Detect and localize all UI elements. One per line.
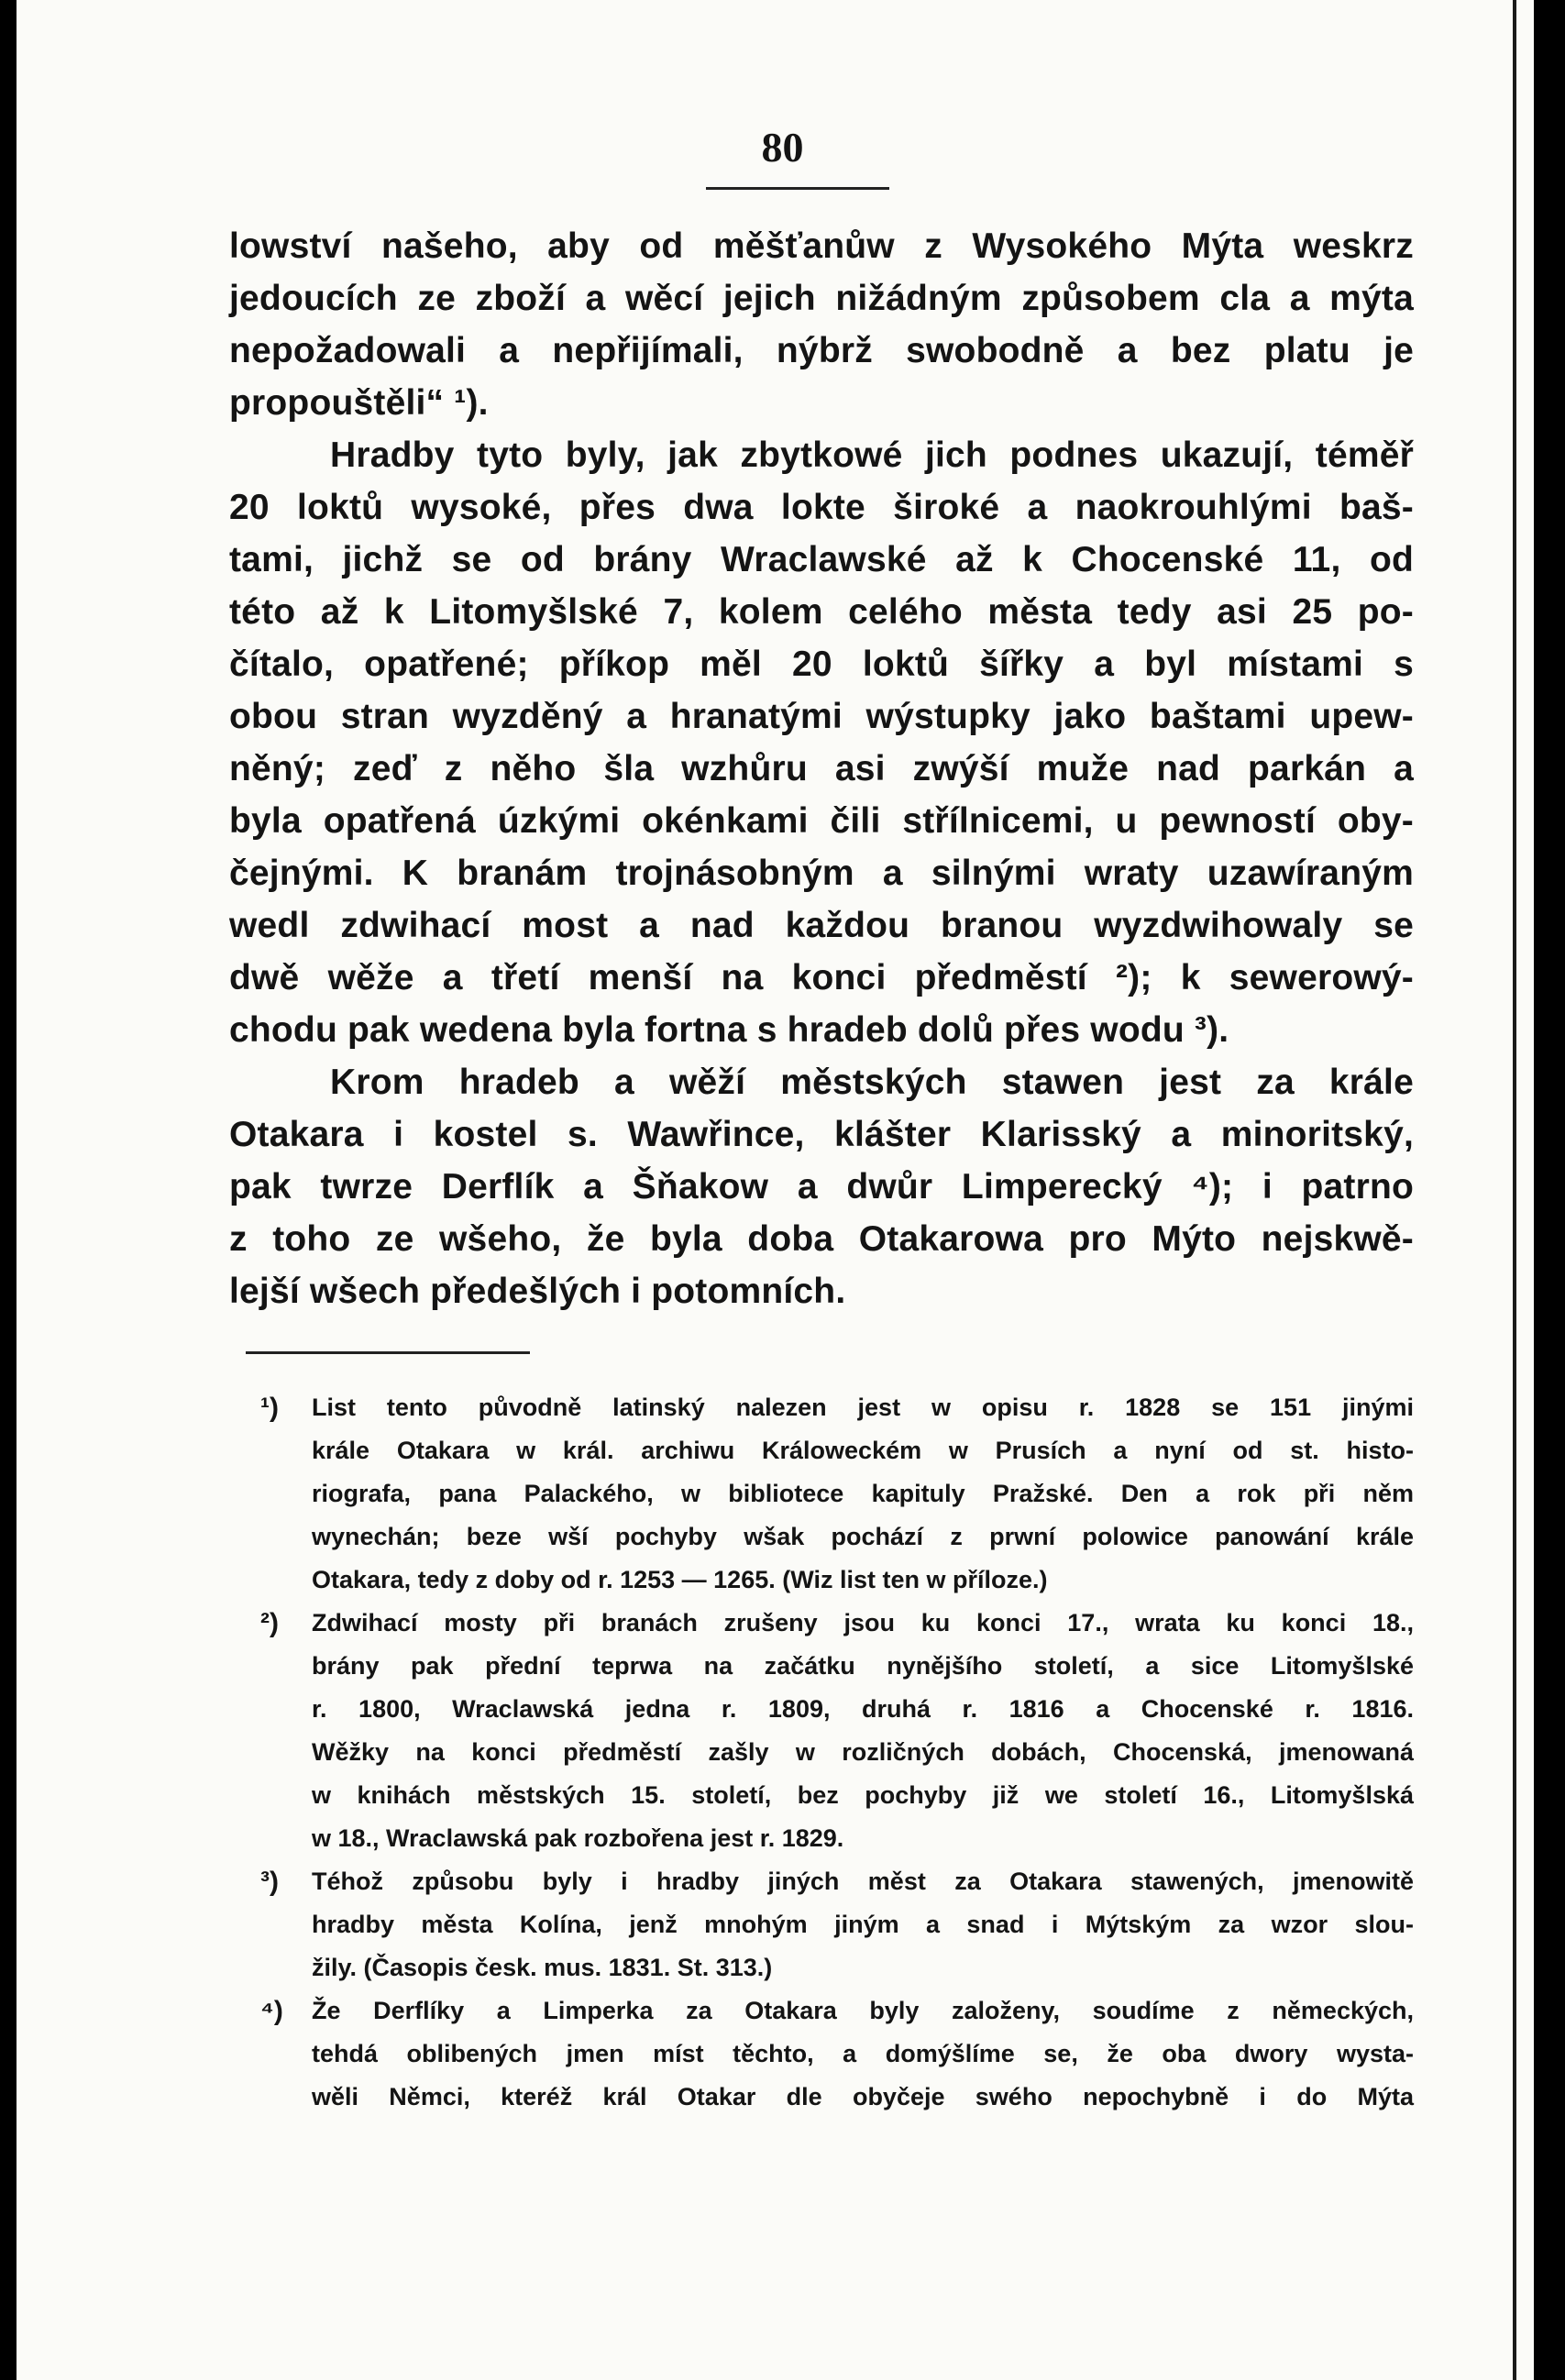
paragraph-2 — [229, 429, 1414, 1056]
text-line: wedl zdwihací most a nad každou branou wyzdwihowaly se — [229, 906, 1414, 945]
text-line: něný; zeď z něho šla wzhůru asi zwýší muže nad parkán a — [229, 749, 1414, 788]
text-line: Krom hradeb a wěží městských stawen jest za krále — [330, 1063, 1414, 1102]
page-number: 80 — [761, 124, 804, 171]
text-line: z toho ze wšeho, že byla doba Otakarowa pro Mýto nejskwě- — [229, 1219, 1414, 1259]
footnote-line: Wěžky na konci předměstí zašly w rozličných dobách, Chocenská, jmenowaná — [312, 1738, 1414, 1766]
footnote-line: w 18., Wraclawská pak rozbořena jest r. 1829. — [312, 1824, 844, 1852]
text-line: nepožadowali a nepřijímali, nýbrž swobodně a bez platu je — [229, 331, 1414, 370]
footnote-4 — [260, 1989, 1414, 2119]
text-line: jedoucích ze zboží a wěcí jejich nižádným způsobem cla a mýta — [229, 279, 1414, 318]
text-line: lowství našeho, aby od měšťanůw z Wysokého Mýta weskrz — [229, 226, 1414, 266]
footnote-line: tehdá oblibených jmen míst těchto, a domýšlíme se, že oba dwory wysta- — [312, 2040, 1414, 2067]
footnote-line: riografa, pana Palackého, w bibliotece kapituly Pražské. Den a rok při něm — [312, 1480, 1414, 1507]
footnote-line: Zdwihací mosty při branách zrušeny jsou ku konci 17., wrata ku konci 18., — [312, 1609, 1414, 1636]
footnote-line: List tento původně latinský nalezen jest w opisu r. 1828 se 151 jinými — [312, 1394, 1414, 1421]
text-line: lejší wšech předešlých i potomních. — [229, 1272, 846, 1311]
text-line: propouštěli“ ¹). — [229, 383, 489, 423]
text-line: obou stran wyzděný a hranatými wýstupky jako baštami upew- — [229, 697, 1414, 736]
footnote-marker: ²) — [260, 1608, 279, 1638]
footnote-line: žily. (Časopis česk. mus. 1831. St. 313.) — [312, 1954, 773, 1981]
footnote-line: wynechán; beze wší pochyby wšak pochází z prwní polowice panowání krále — [312, 1523, 1414, 1550]
text-line: čejnými. K branám trojnásobným a silnými wraty uzawíraným — [229, 854, 1414, 893]
main-text — [229, 220, 1414, 1317]
text-line: chodu pak wedena byla fortna s hradeb dolů přes wodu ³). — [229, 1010, 1229, 1050]
footnote-line: brány pak přední teprwa na začátku nynějšího století, a sice Litomyšlské — [312, 1652, 1414, 1680]
footnote-2 — [260, 1602, 1414, 1860]
text-line: 20 loktů wysoké, přes dwa lokte široké a naokrouhlými baš- — [229, 488, 1414, 527]
footnote-separator — [246, 1351, 530, 1354]
paragraph-1 — [229, 220, 1414, 429]
footnote-marker: ¹) — [260, 1393, 279, 1423]
paragraph-3 — [229, 1056, 1414, 1317]
footnote-1 — [260, 1386, 1414, 1602]
footnote-line: hradby města Kolína, jenž mnohým jiným a snad i Mýtským za wzor slou- — [312, 1911, 1414, 1938]
page-edge-rule — [1513, 0, 1516, 2380]
footnote-line: Že Derflíky a Limperka za Otakara byly založeny, soudíme z německých, — [312, 1997, 1414, 2024]
footnotes — [260, 1386, 1414, 2119]
text-line: Hradby tyto byly, jak zbytkowé jich podnes ukazují, téměř — [330, 435, 1414, 475]
page-number-rule — [706, 187, 889, 190]
text-line: pak twrze Derflík a Šňakow a dwůr Limperecký ⁴); i patrno — [229, 1167, 1414, 1207]
footnote-line: wěli Němci, kteréž král Otakar dle obyčeje swého nepochybně i do Mýta — [312, 2083, 1414, 2110]
text-line: tami, jichž se od brány Wraclawské až k Chocenské 11, od — [229, 540, 1414, 579]
footnote-marker: ³) — [260, 1867, 279, 1897]
footnote-line: krále Otakara w král. archiwu Králoweckém w Prusích a nyní od st. histo- — [312, 1437, 1414, 1464]
footnote-line: Otakara, tedy z doby od r. 1253 — 1265. (Wiz list ten w příloze.) — [312, 1566, 1048, 1593]
text-line: Otakara i kostel s. Wawřince, klášter Klarisský a minoritský, — [229, 1115, 1414, 1154]
footnote-line: w knihách městských 15. století, bez pochyby již we století 16., Litomyšlská — [312, 1781, 1414, 1809]
footnote-marker: ⁴) — [260, 1996, 283, 2026]
text-line: čítalo, opatřené; příkop měl 20 loktů šířky a byl místami s — [229, 645, 1414, 684]
footnote-line: Téhož způsobu byly i hradby jiných měst za Otakara stawených, jmenowitě — [312, 1868, 1414, 1895]
text-line: byla opatřená úzkými okénkami čili střílnicemi, u pewností oby- — [229, 801, 1414, 841]
text-line: této až k Litomyšlské 7, kolem celého města tedy asi 25 po- — [229, 592, 1414, 632]
footnote-line: r. 1800, Wraclawská jedna r. 1809, druhá r. 1816 a Chocenské r. 1816. — [312, 1695, 1414, 1723]
footnote-3 — [260, 1860, 1414, 1989]
text-line: dwě wěže a třetí menší na konci předměstí ²); k sewerowý- — [229, 958, 1414, 997]
